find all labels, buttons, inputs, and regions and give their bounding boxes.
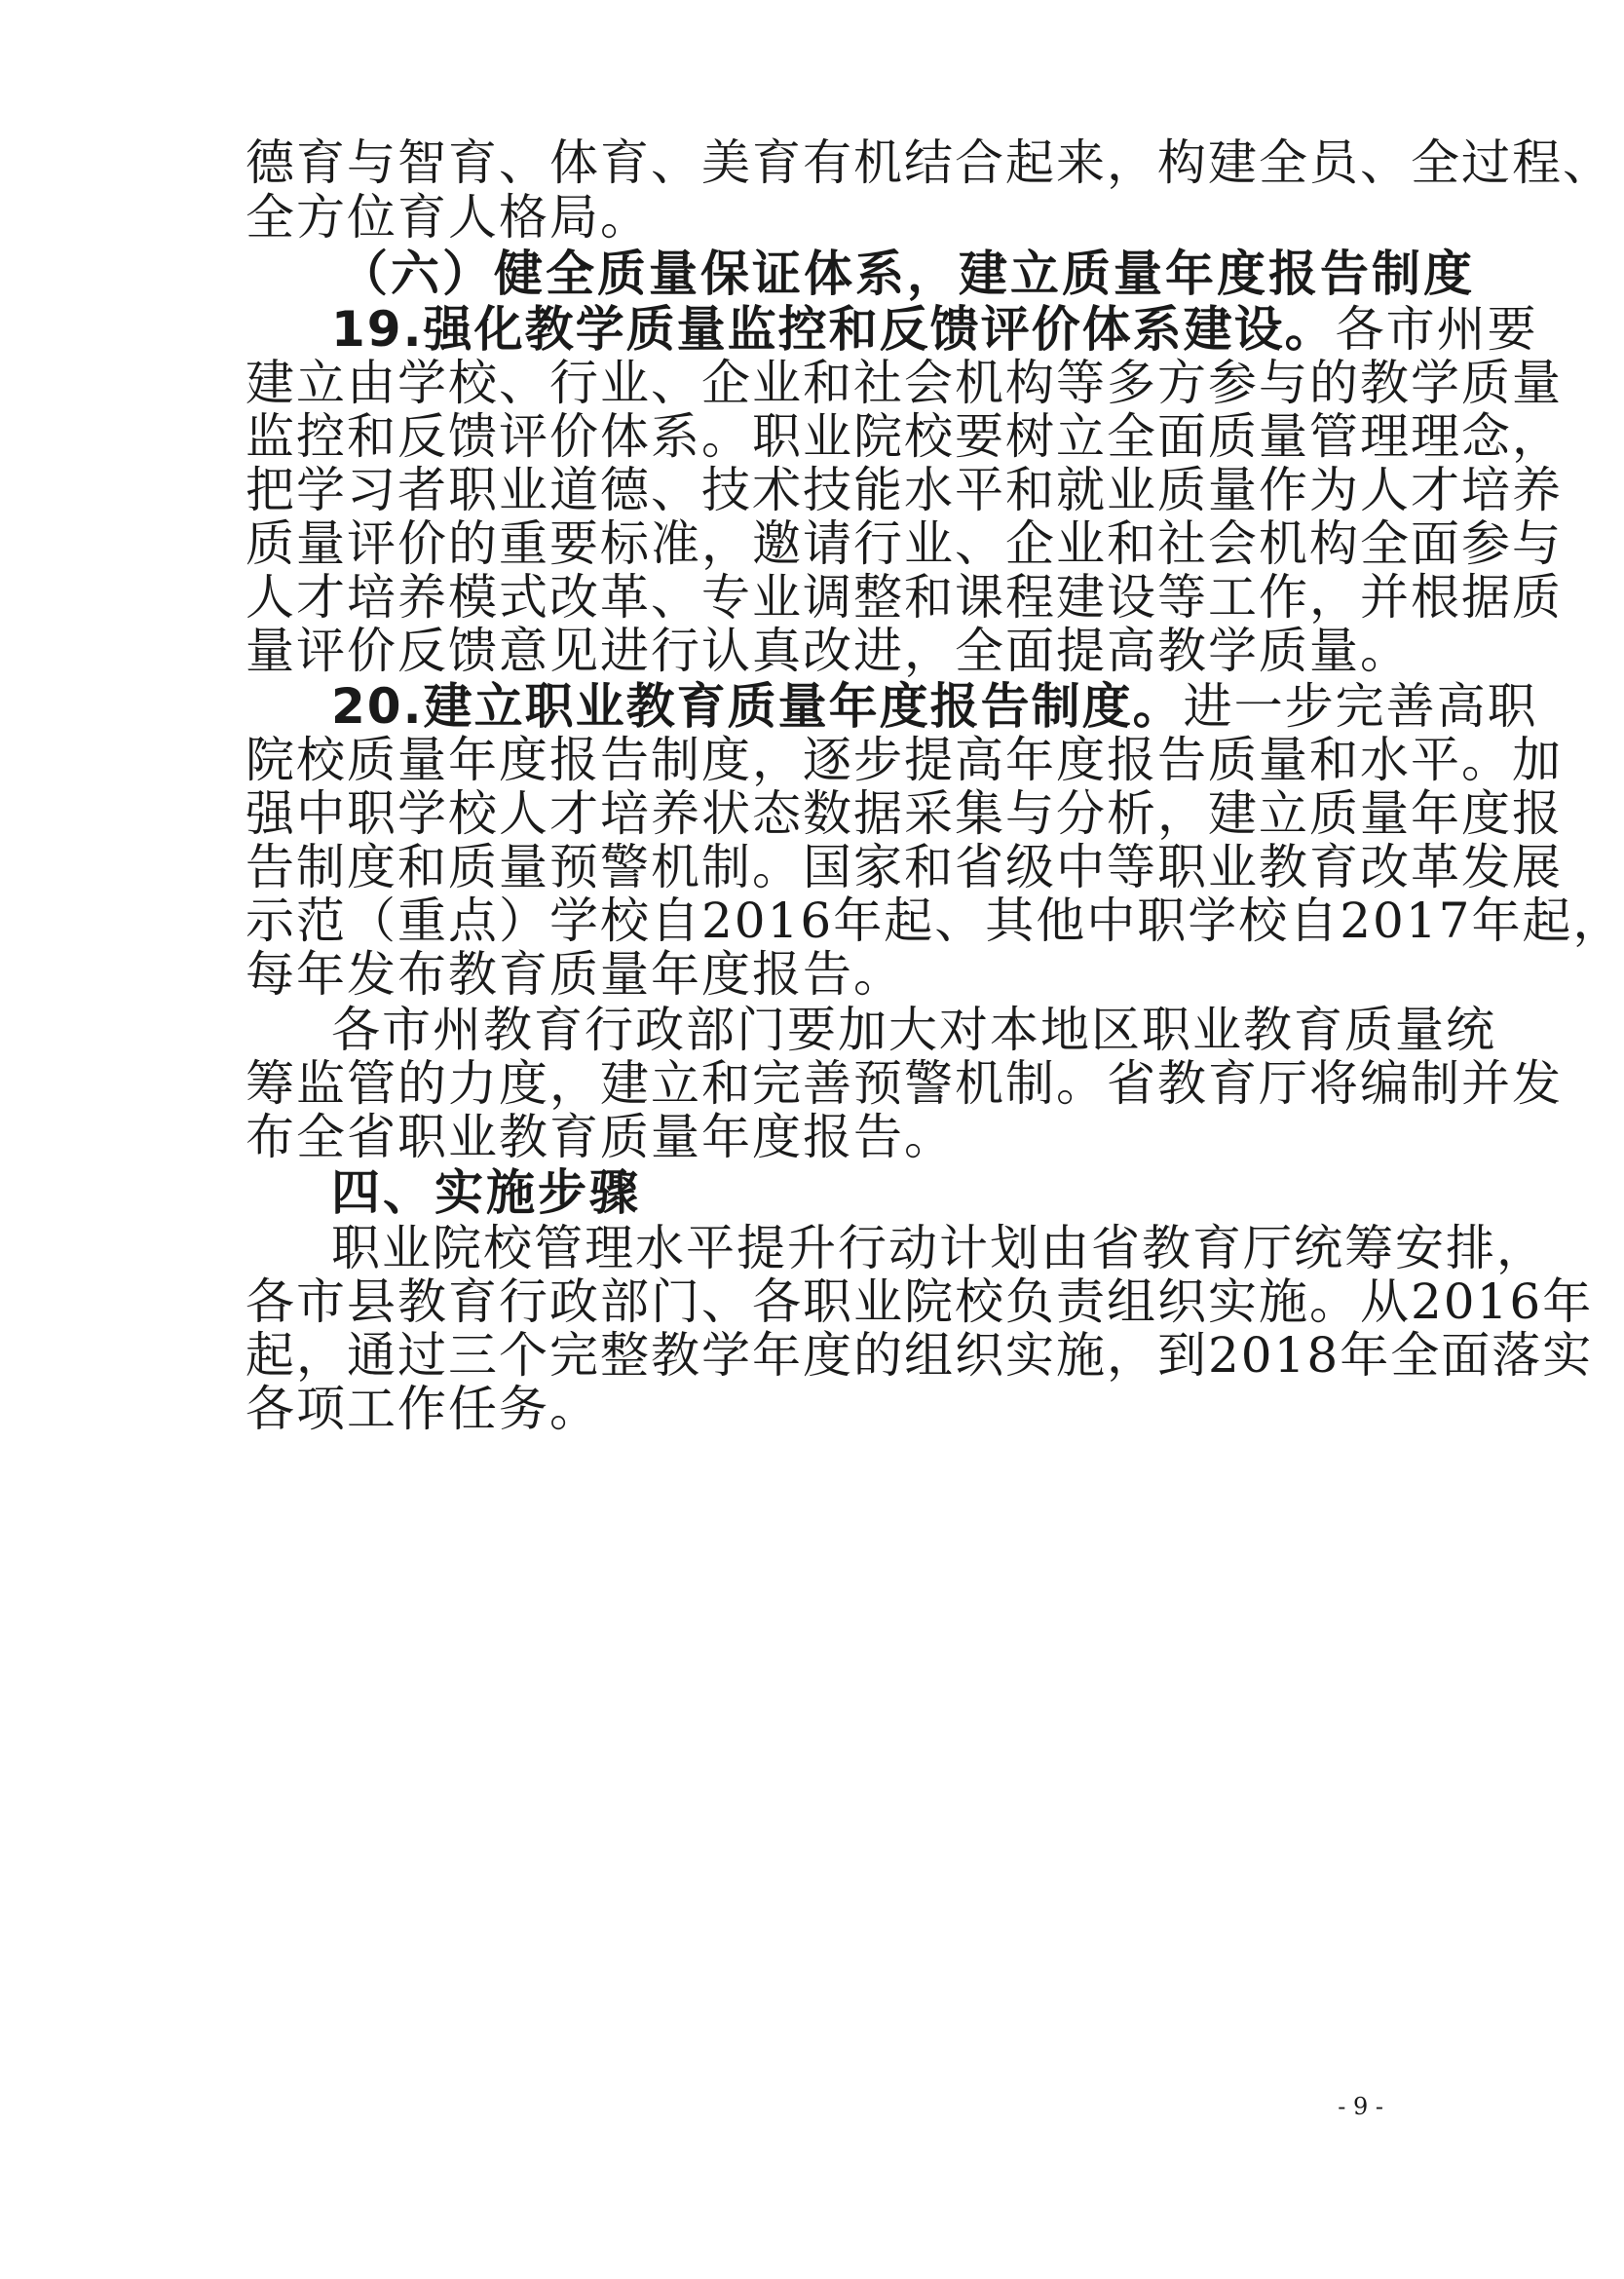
item-20-line-3: 强中职学校人才培养状态数据采集与分析，建立质量年度报 — [245, 785, 1563, 842]
item-20-line-4: 告制度和质量预警机制。国家和省级中等职业教育改革发展 — [245, 839, 1563, 895]
city-line-3: 布全省职业教育质量年度报告。 — [245, 1109, 955, 1165]
item-20-line-2: 院校质量年度报告制度，逐步提高年度报告质量和水平。加 — [245, 732, 1563, 788]
item-19-line-7: 量评价反馈意见进行认真改进，全面提高教学质量。 — [245, 623, 1411, 679]
item-20-line-1-rest: 进一步完善高职 — [1183, 678, 1538, 735]
item-20-line-5: 示范（重点）学校自2016年起、其他中职学校自2017年起， — [245, 893, 1624, 949]
item-19-line-1-rest: 各市州要 — [1335, 301, 1538, 358]
city-line-1: 各市州教育行政部门要加大对本地区职业教育质量统 — [331, 1002, 1496, 1058]
item-20-line-6: 每年发布教育质量年度报告。 — [245, 946, 904, 1003]
impl-line-1: 职业院校管理水平提升行动计划由省教育厅统筹安排， — [331, 1220, 1547, 1276]
item-19-line-2: 建立由学校、行业、企业和社会机构等多方参与的教学质量 — [245, 355, 1563, 411]
item-19-line-5: 质量评价的重要标准，邀请行业、企业和社会机构全面参与 — [245, 515, 1563, 572]
item-19-line-4: 把学习者职业道德、技术技能水平和就业质量作为人才培养 — [245, 462, 1563, 518]
section-heading-4: 四、实施步骤 — [331, 1164, 641, 1221]
intro-line-1: 德育与智育、体育、美育有机结合起来，构建全员、全过程、 — [245, 134, 1613, 191]
intro-line-2: 全方位育人格局。 — [245, 189, 651, 246]
city-line-2: 筹监管的力度，建立和完善预警机制。省教育厅将编制并发 — [245, 1055, 1563, 1112]
item-19-line-6: 人才培养模式改革、专业调整和课程建设等工作，并根据质 — [245, 569, 1563, 626]
item-19-line-3: 监控和反馈评价体系。职业院校要树立全面质量管理理念， — [245, 408, 1563, 465]
section-heading-6: （六）健全质量保证体系，建立质量年度报告制度 — [339, 246, 1475, 302]
item-19-title: 19.强化教学质量监控和反馈评价体系建设。 — [331, 301, 1336, 358]
item-20-title: 20.建立职业教育质量年度报告制度。 — [331, 678, 1184, 735]
page-number: - 9 - — [1338, 2093, 1383, 2120]
impl-line-3: 起，通过三个完整教学年度的组织实施，到2018年全面落实 — [245, 1327, 1594, 1384]
impl-line-4: 各项工作任务。 — [245, 1381, 600, 1437]
impl-line-2: 各市县教育行政部门、各职业院校负责组织实施。从2016年 — [245, 1273, 1594, 1330]
